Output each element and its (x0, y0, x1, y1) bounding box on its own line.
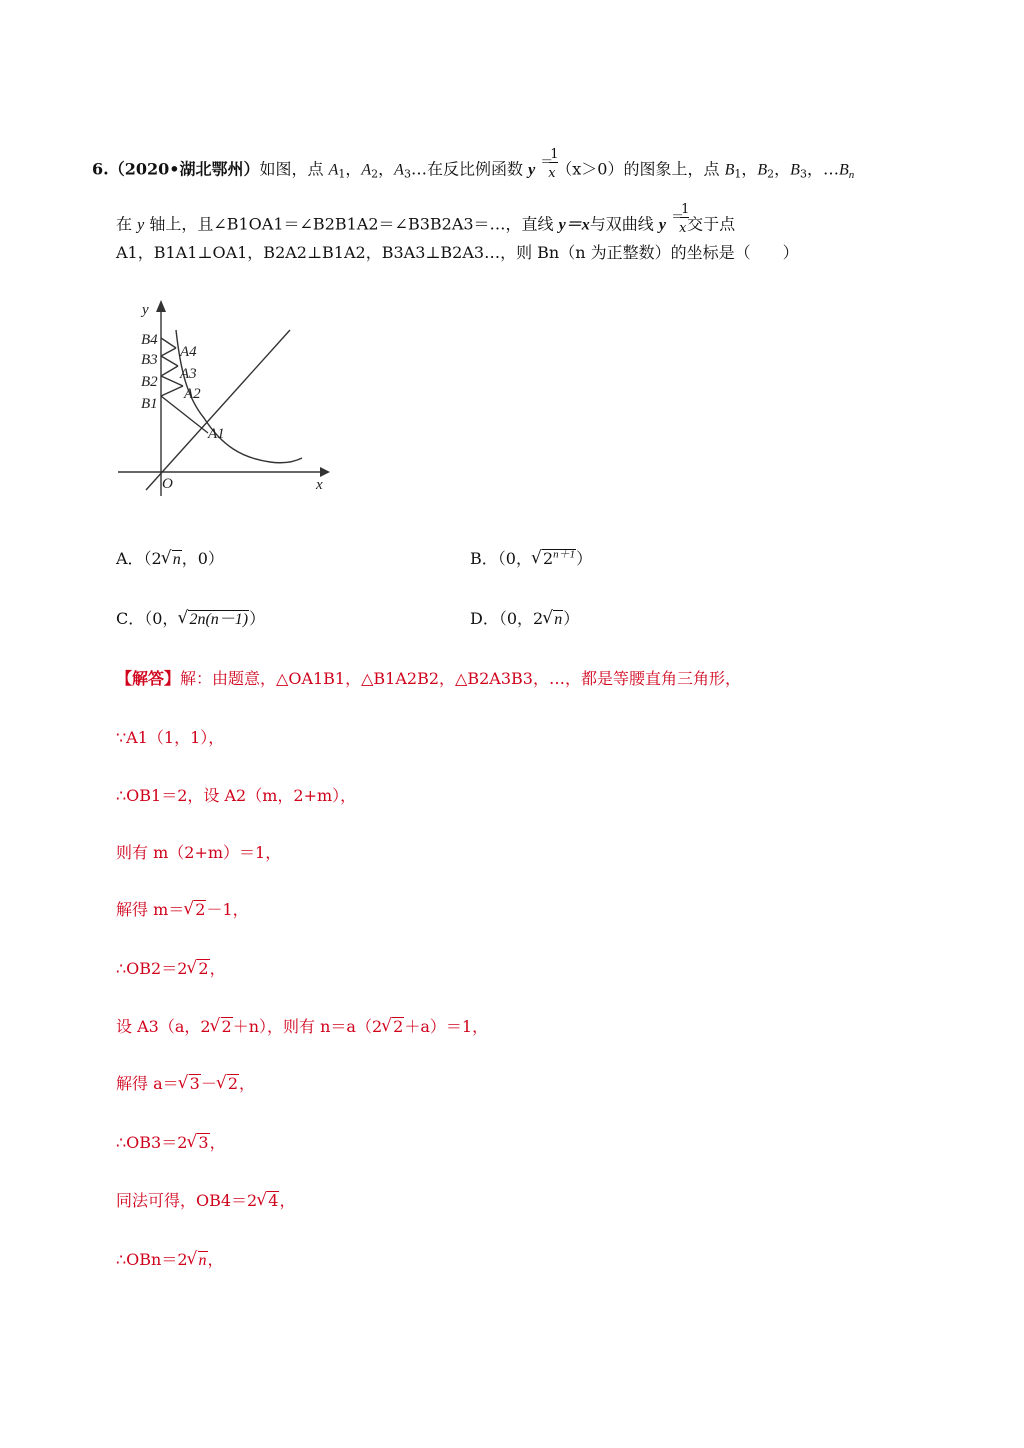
solution-step-8: ∴OB3＝2√ 3， (116, 1132, 226, 1154)
x-axis-arrow (320, 467, 330, 477)
solution-step-1: ∵A1（1，1）， (116, 728, 225, 747)
question-func-text: 在反比例函数 (426, 159, 523, 179)
label-y: y (142, 302, 149, 318)
solution-step-2: ∴OB1＝2，设 A2（m，2+m）， (116, 786, 357, 805)
solution-intro: 【解答】解：由题意，△OA1B1，△B1A2B2，△B2A3B3，…，都是等腰直角三角形， (116, 669, 741, 688)
solution-step-9: 同法可得，OB4＝2√ 4， (116, 1190, 295, 1212)
label-b3: B3 (141, 352, 158, 368)
solution-step-5: ∴OB2＝2√ 2， (116, 958, 226, 980)
angle-condition: ∠B1OA1＝∠B2B1A2＝∠B3B2A3＝…，直线 (213, 214, 554, 234)
label-a1: A1 (208, 426, 225, 442)
solution-step-6: 设 A3（a，2√ 2＋n），则有 n＝a（2√ 2＋a）＝1， (116, 1016, 488, 1038)
question-number: 6. (92, 159, 109, 179)
segment-b2-a3 (161, 366, 178, 376)
question-condition: （x＞0）的图象上，点 (556, 159, 720, 179)
question-text: 如图，点 (259, 159, 324, 179)
label-a3: A3 (180, 366, 197, 382)
hyperbola-figure (112, 296, 342, 496)
segment-a4-b4 (161, 338, 176, 348)
label-o: O (162, 476, 173, 492)
question-line-2: 在 y 轴上，且∠B1OA1＝∠B2B1A2＝∠B3B2A3＝…，直线 y＝x与双曲线 y ＝ 1 x 交于点 (116, 205, 735, 245)
segment-b1-a2 (161, 386, 183, 396)
solution-step-7: 解得 a＝√ 3－√ 2， (116, 1073, 255, 1095)
fraction-one-over-x-2: ＝ 1 x (671, 202, 690, 236)
solution-heading: 【解答】 (116, 669, 181, 688)
question-line-1: 6.（2020•湖北鄂州）如图，点 $A_1$，$A_2$，$A_3\dots$在反比例函数 y ＝ 1 x （x＞0）的图象上，点 $B_1$，$B_2$，$B_3$，$\dots B_n$ (92, 150, 854, 190)
fraction-one-over-x: ＝ 1 x (540, 147, 559, 181)
option-d[interactable]: D．（0，2√ n） (470, 608, 579, 630)
solution-step-3: 则有 m（2+m）＝1， (116, 843, 282, 862)
question-line-3: A1，B1A1⊥OA1，B2A2⊥B1A2，B3A3⊥B2A3…，则 Bn（n 为正整数）的坐标是（ ） (116, 243, 799, 262)
solution-step-10: ∴OBn＝2√ n， (116, 1249, 224, 1271)
label-x: x (316, 477, 323, 493)
y-axis-arrow (156, 300, 166, 312)
label-b2: B2 (141, 374, 158, 390)
line-y-equals-x (146, 330, 290, 490)
label-b4: B4 (141, 332, 158, 348)
label-b1: B1 (141, 396, 158, 412)
segment-b3-a4 (161, 348, 176, 356)
option-c[interactable]: C．（0，√ 2n(n－1)） (116, 608, 265, 630)
segment-a3-b3 (161, 356, 178, 366)
solution-step-4: 解得 m＝√ 2－1， (116, 899, 249, 921)
label-a2: A2 (184, 386, 201, 402)
question-source: （2020•湖北鄂州） (108, 159, 260, 179)
option-b[interactable]: B．（0，√ $2^{n+1}$） (470, 548, 592, 570)
option-a[interactable]: A．（2√ n，0） (116, 548, 224, 570)
label-a4: A4 (180, 344, 197, 360)
